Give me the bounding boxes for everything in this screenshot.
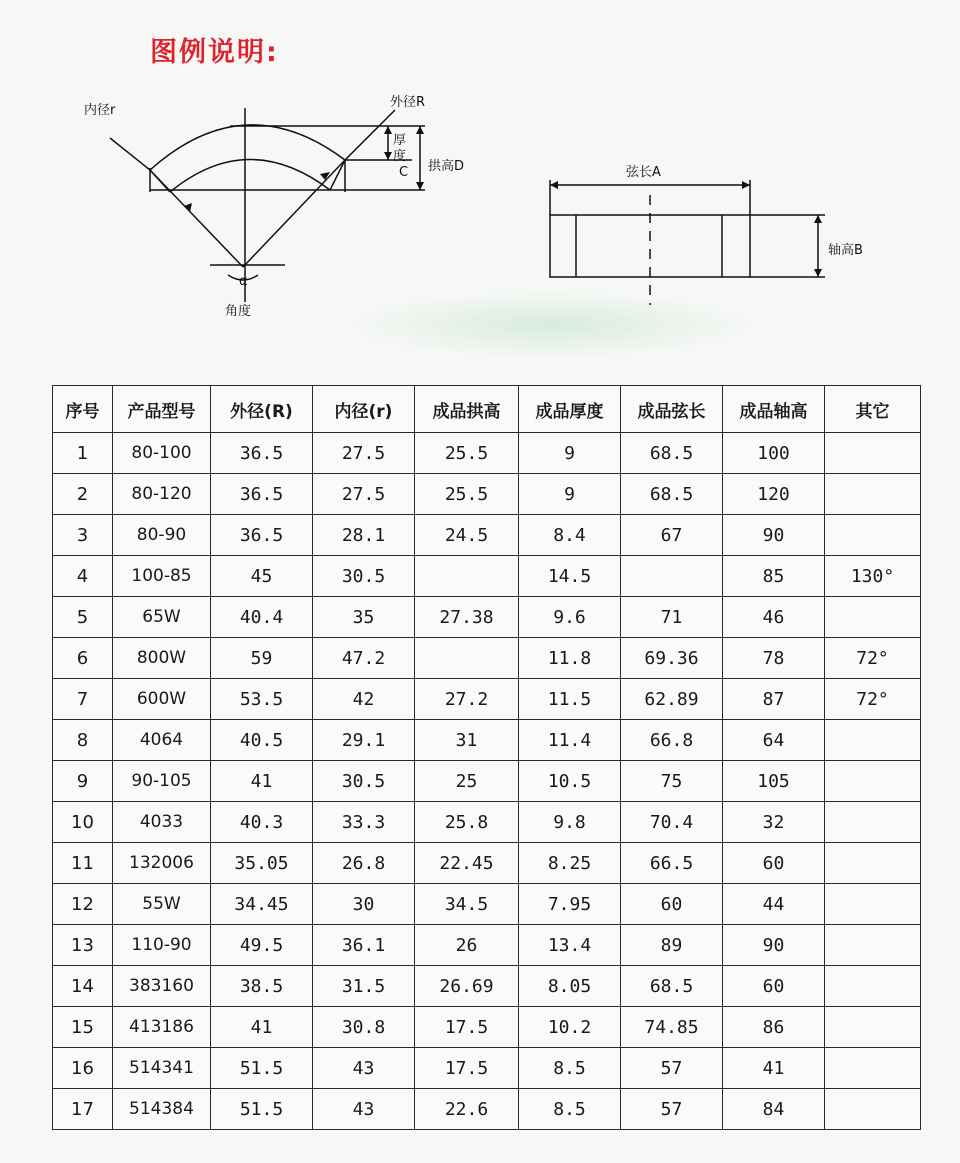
cell-model: 514341: [113, 1048, 211, 1089]
outer-arc: [150, 125, 345, 170]
cell-inner-radius: 47.2: [313, 638, 415, 679]
outer-leader-arrow: [320, 172, 330, 180]
cell-outer-radius: 53.5: [211, 679, 313, 720]
cell-axial-height: 78: [723, 638, 825, 679]
cell-outer-radius: 51.5: [211, 1048, 313, 1089]
cell-thickness: 7.95: [519, 884, 621, 925]
col-header-axial-height: 成品轴高: [723, 386, 825, 433]
cell-axial-height: 85: [723, 556, 825, 597]
cell-arch-height: 17.5: [415, 1048, 519, 1089]
cell-inner-radius: 35: [313, 597, 415, 638]
cell-index: 6: [53, 638, 113, 679]
cell-inner-radius: 36.1: [313, 925, 415, 966]
cell-other: [825, 966, 921, 1007]
label-chord-length: 弦长A: [626, 165, 661, 180]
cell-axial-height: 84: [723, 1089, 825, 1130]
cell-outer-radius: 38.5: [211, 966, 313, 1007]
legend-title: 图例说明:: [150, 37, 279, 68]
cell-index: 4: [53, 556, 113, 597]
arch-arrow-top: [416, 126, 424, 134]
table-row: [53, 474, 921, 515]
table-row: [53, 925, 921, 966]
cell-other: [825, 843, 921, 884]
cell-thickness: 11.4: [519, 720, 621, 761]
table-row: [53, 597, 921, 638]
cell-chord-length: [621, 556, 723, 597]
col-header-index: 序号: [53, 386, 113, 433]
cell-arch-height: 25.5: [415, 474, 519, 515]
cell-model: 514384: [113, 1089, 211, 1130]
cell-arch-height: 26.69: [415, 966, 519, 1007]
col-header-other: 其它: [825, 386, 921, 433]
cell-thickness: 8.25: [519, 843, 621, 884]
cell-model: 800W: [113, 638, 211, 679]
label-outer-radius: 外径R: [390, 95, 426, 110]
col-header-outer-radius: 外径(R): [211, 386, 313, 433]
cell-inner-radius: 27.5: [313, 433, 415, 474]
cell-axial-height: 60: [723, 843, 825, 884]
cell-outer-radius: 40.4: [211, 597, 313, 638]
table-body: [53, 433, 921, 1130]
table-row: [53, 1007, 921, 1048]
cell-outer-radius: 40.3: [211, 802, 313, 843]
cell-index: 16: [53, 1048, 113, 1089]
cell-chord-length: 57: [621, 1089, 723, 1130]
cell-arch-height: 31: [415, 720, 519, 761]
cell-other: [825, 720, 921, 761]
cell-outer-radius: 59: [211, 638, 313, 679]
cell-model: 110-90: [113, 925, 211, 966]
cell-index: 15: [53, 1007, 113, 1048]
table-row: [53, 515, 921, 556]
cell-axial-height: 44: [723, 884, 825, 925]
cell-index: 2: [53, 474, 113, 515]
cell-thickness: 9: [519, 474, 621, 515]
cell-thickness: 8.5: [519, 1089, 621, 1130]
cell-other: [825, 1089, 921, 1130]
cell-axial-height: 46: [723, 597, 825, 638]
cell-thickness: 13.4: [519, 925, 621, 966]
spec-table: [52, 385, 921, 1130]
label-inner-radius: 内径r: [84, 103, 116, 118]
table-row: [53, 1048, 921, 1089]
thickness-arrow-bottom: [384, 152, 392, 160]
cell-chord-length: 75: [621, 761, 723, 802]
cell-other: [825, 925, 921, 966]
cell-arch-height: 25: [415, 761, 519, 802]
cell-outer-radius: 41: [211, 1007, 313, 1048]
cell-arch-height: 22.6: [415, 1089, 519, 1130]
cell-model: 600W: [113, 679, 211, 720]
cell-index: 13: [53, 925, 113, 966]
cell-axial-height: 60: [723, 966, 825, 1007]
table-row: [53, 638, 921, 679]
cell-inner-radius: 42: [313, 679, 415, 720]
cell-axial-height: 64: [723, 720, 825, 761]
cell-axial-height: 90: [723, 515, 825, 556]
cell-chord-length: 66.8: [621, 720, 723, 761]
cell-chord-length: 68.5: [621, 433, 723, 474]
label-thickness-1: 厚: [393, 133, 407, 148]
cell-arch-height: 24.5: [415, 515, 519, 556]
cell-model: 132006: [113, 843, 211, 884]
cell-thickness: 9.8: [519, 802, 621, 843]
cell-arch-height: 22.45: [415, 843, 519, 884]
cell-inner-radius: 43: [313, 1089, 415, 1130]
cell-outer-radius: 45: [211, 556, 313, 597]
chord-arrow-left: [550, 181, 558, 189]
cell-other: [825, 597, 921, 638]
cell-model: 80-90: [113, 515, 211, 556]
cell-chord-length: 68.5: [621, 474, 723, 515]
col-header-arch-height: 成品拱高: [415, 386, 519, 433]
cell-other: [825, 433, 921, 474]
cell-inner-radius: 30.5: [313, 761, 415, 802]
label-thickness-3: C: [399, 165, 409, 180]
cell-index: 7: [53, 679, 113, 720]
cell-outer-radius: 40.5: [211, 720, 313, 761]
cell-arch-height: [415, 638, 519, 679]
cell-index: 1: [53, 433, 113, 474]
cell-other: 130°: [825, 556, 921, 597]
cell-outer-radius: 35.05: [211, 843, 313, 884]
label-thickness-2: 度: [393, 149, 407, 164]
cell-outer-radius: 41: [211, 761, 313, 802]
cell-chord-length: 57: [621, 1048, 723, 1089]
cell-chord-length: 66.5: [621, 843, 723, 884]
cell-chord-length: 60: [621, 884, 723, 925]
cell-index: 3: [53, 515, 113, 556]
cell-chord-length: 89: [621, 925, 723, 966]
cell-model: 90-105: [113, 761, 211, 802]
legend-diagram: [0, 0, 960, 370]
chord-arrow-right: [742, 181, 750, 189]
cell-model: 413186: [113, 1007, 211, 1048]
outer-radius-leader: [243, 110, 395, 267]
cell-other: [825, 884, 921, 925]
cell-arch-height: 25.5: [415, 433, 519, 474]
cell-other: [825, 1007, 921, 1048]
table-row: [53, 720, 921, 761]
cell-chord-length: 67: [621, 515, 723, 556]
cell-other: 72°: [825, 679, 921, 720]
table-row: [53, 843, 921, 884]
cell-index: 12: [53, 884, 113, 925]
table-row: [53, 556, 921, 597]
cell-inner-radius: 28.1: [313, 515, 415, 556]
cell-model: 4064: [113, 720, 211, 761]
cell-model: 100-85: [113, 556, 211, 597]
table-row: [53, 679, 921, 720]
table-row: [53, 802, 921, 843]
cell-chord-length: 68.5: [621, 966, 723, 1007]
cell-outer-radius: 49.5: [211, 925, 313, 966]
cell-thickness: 10.5: [519, 761, 621, 802]
cell-arch-height: 25.8: [415, 802, 519, 843]
cell-arch-height: 27.2: [415, 679, 519, 720]
cell-axial-height: 120: [723, 474, 825, 515]
cell-arch-height: 34.5: [415, 884, 519, 925]
arch-arrow-bottom: [416, 182, 424, 190]
cell-other: [825, 802, 921, 843]
cell-model: 80-100: [113, 433, 211, 474]
label-alpha: α: [239, 274, 248, 289]
table-row: [53, 1089, 921, 1130]
cell-inner-radius: 30: [313, 884, 415, 925]
segment-right-edge: [330, 160, 345, 190]
cell-model: 55W: [113, 884, 211, 925]
cell-outer-radius: 36.5: [211, 515, 313, 556]
cell-other: [825, 474, 921, 515]
cell-thickness: 9: [519, 433, 621, 474]
cell-index: 17: [53, 1089, 113, 1130]
cell-axial-height: 90: [723, 925, 825, 966]
cell-model: 65W: [113, 597, 211, 638]
col-header-model: 产品型号: [113, 386, 211, 433]
cell-axial-height: 32: [723, 802, 825, 843]
cell-model: 383160: [113, 966, 211, 1007]
cell-index: 5: [53, 597, 113, 638]
axial-arrow-top: [814, 215, 822, 223]
cell-thickness: 8.4: [519, 515, 621, 556]
diagram-svg: [0, 0, 960, 370]
cell-outer-radius: 36.5: [211, 433, 313, 474]
cell-index: 8: [53, 720, 113, 761]
col-header-chord-length: 成品弦长: [621, 386, 723, 433]
cell-other: [825, 1048, 921, 1089]
cell-chord-length: 62.89: [621, 679, 723, 720]
cell-arch-height: 27.38: [415, 597, 519, 638]
label-angle: 角度: [225, 304, 252, 319]
cell-thickness: 14.5: [519, 556, 621, 597]
cell-inner-radius: 26.8: [313, 843, 415, 884]
cell-inner-radius: 30.5: [313, 556, 415, 597]
axial-arrow-bottom: [814, 269, 822, 277]
table-row: [53, 884, 921, 925]
cell-index: 9: [53, 761, 113, 802]
cell-axial-height: 86: [723, 1007, 825, 1048]
cell-thickness: 8.05: [519, 966, 621, 1007]
cell-inner-radius: 30.8: [313, 1007, 415, 1048]
cell-outer-radius: 51.5: [211, 1089, 313, 1130]
cell-other: [825, 515, 921, 556]
cell-chord-length: 71: [621, 597, 723, 638]
cell-inner-radius: 27.5: [313, 474, 415, 515]
cell-thickness: 8.5: [519, 1048, 621, 1089]
cell-arch-height: 26: [415, 925, 519, 966]
col-header-thickness: 成品厚度: [519, 386, 621, 433]
cell-axial-height: 41: [723, 1048, 825, 1089]
col-header-inner-radius: 内径(r): [313, 386, 415, 433]
cell-thickness: 11.8: [519, 638, 621, 679]
cell-arch-height: [415, 556, 519, 597]
cell-thickness: 10.2: [519, 1007, 621, 1048]
thickness-arrow-top: [384, 126, 392, 134]
table-header-row: [53, 386, 921, 433]
cell-index: 14: [53, 966, 113, 1007]
inner-arc: [170, 159, 330, 192]
cell-model: 80-120: [113, 474, 211, 515]
cell-thickness: 9.6: [519, 597, 621, 638]
cell-chord-length: 74.85: [621, 1007, 723, 1048]
cell-chord-length: 69.36: [621, 638, 723, 679]
cell-thickness: 11.5: [519, 679, 621, 720]
cell-outer-radius: 34.45: [211, 884, 313, 925]
inner-radius-leader: [110, 138, 243, 267]
table-row: [53, 761, 921, 802]
cell-outer-radius: 36.5: [211, 474, 313, 515]
cell-model: 4033: [113, 802, 211, 843]
cell-arch-height: 17.5: [415, 1007, 519, 1048]
label-arch-height: 拱高D: [428, 159, 465, 174]
label-axial-height: 轴高B: [828, 243, 863, 258]
cell-other: [825, 761, 921, 802]
cell-index: 10: [53, 802, 113, 843]
cell-axial-height: 105: [723, 761, 825, 802]
cell-index: 11: [53, 843, 113, 884]
cell-inner-radius: 43: [313, 1048, 415, 1089]
cell-inner-radius: 33.3: [313, 802, 415, 843]
cell-inner-radius: 29.1: [313, 720, 415, 761]
table-row: [53, 966, 921, 1007]
cell-inner-radius: 31.5: [313, 966, 415, 1007]
cell-chord-length: 70.4: [621, 802, 723, 843]
cell-axial-height: 100: [723, 433, 825, 474]
cell-other: 72°: [825, 638, 921, 679]
cell-axial-height: 87: [723, 679, 825, 720]
table-row: [53, 433, 921, 474]
